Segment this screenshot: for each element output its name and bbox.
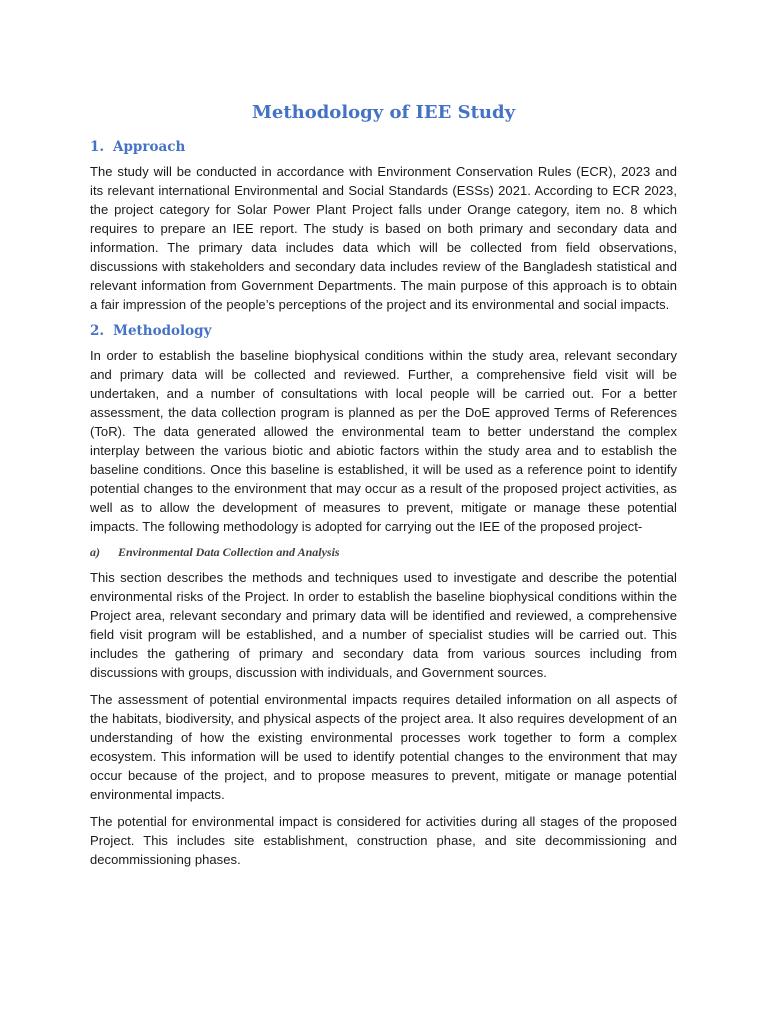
- data-collection-paragraph-3: The potential for environmental impact is considered for activities during all stages of the proposed Project. This includes site establishment, construction phase, and site decommissioning and decommissioning phases.: [90, 814, 677, 867]
- document-page: [90, 98, 677, 877]
- section-title: Approach: [113, 139, 186, 155]
- subsection-title: Environmental Data Collection and Analysis: [118, 545, 340, 559]
- section-number: 1.: [90, 139, 105, 155]
- section-heading-approach: [90, 138, 677, 156]
- data-collection-paragraph-2: The assessment of potential environmental impacts requires detailed information on all aspects of the habitats, biodiversity, and physical aspects of the project area. It also requires development of an understanding of how the existing environmental processes work together to form a complex ecosystem. This information will be used to identify potential changes to the environment that may occur because of the project, and to propose measures to prevent, mitigate or manage potential environmental impacts.: [90, 692, 677, 802]
- section-number: 2.: [90, 323, 105, 339]
- subsection-label: a): [90, 545, 100, 559]
- data-collection-paragraph-1: This section describes the methods and techniques used to investigate and describe the potential environmental risks of the Project. In order to establish the baseline biophysical conditions within the Project area, relevant secondary and primary data will be identified and reviewed, a comprehensive field visit program will be established, and a number of specialist studies will be carried out. This includes the gathering of primary and secondary data from various sources including from discussions with groups, discussion with individuals, and Government sources.: [90, 570, 677, 680]
- methodology-paragraph: In order to establish the baseline biophysical conditions within the study area, relevant secondary and primary data will be collected and reviewed. Further, a comprehensive field visit will be undertaken, and a number of consultations with local people will be carried out. For a better assessment, the data collection program is planned as per the DoE approved Terms of References (ToR). The data generated allowed the environmental team to better understand the complex interplay between the various biotic and abiotic factors within the study area and to establish the baseline conditions. Once this baseline is established, it will be used as a reference point to identify potential changes to the environment that may occur as a result of the proposed project activities, as well as to allow the development of measures to prevent, mitigate or manage these potential impacts. The following methodology is adopted for carrying out the IEE of the proposed project-: [90, 348, 677, 534]
- section-heading-methodology: [90, 322, 677, 340]
- approach-paragraph: The study will be conducted in accordance with Environment Conservation Rules (ECR), 2023 and its relevant international Environmental and Social Standards (ESSs) 2021. According to ECR 2023, the project category for Solar Power Plant Project falls under Orange category, item no. 8 which requires to prepare an IEE report. The study is based on both primary and secondary data and information. The primary data includes data which will be collected from field observations, discussions with stakeholders and secondary data includes review of the Bangladesh statistical and relevant information from Government Departments. The main purpose of this approach is to obtain a fair impression of the people’s perceptions of the project and its environmental and social impacts.: [90, 164, 677, 312]
- document-title: Methodology of IEE Study: [251, 102, 516, 123]
- section-title: Methodology: [113, 323, 212, 339]
- subsection-heading-data-collection: [90, 544, 677, 560]
